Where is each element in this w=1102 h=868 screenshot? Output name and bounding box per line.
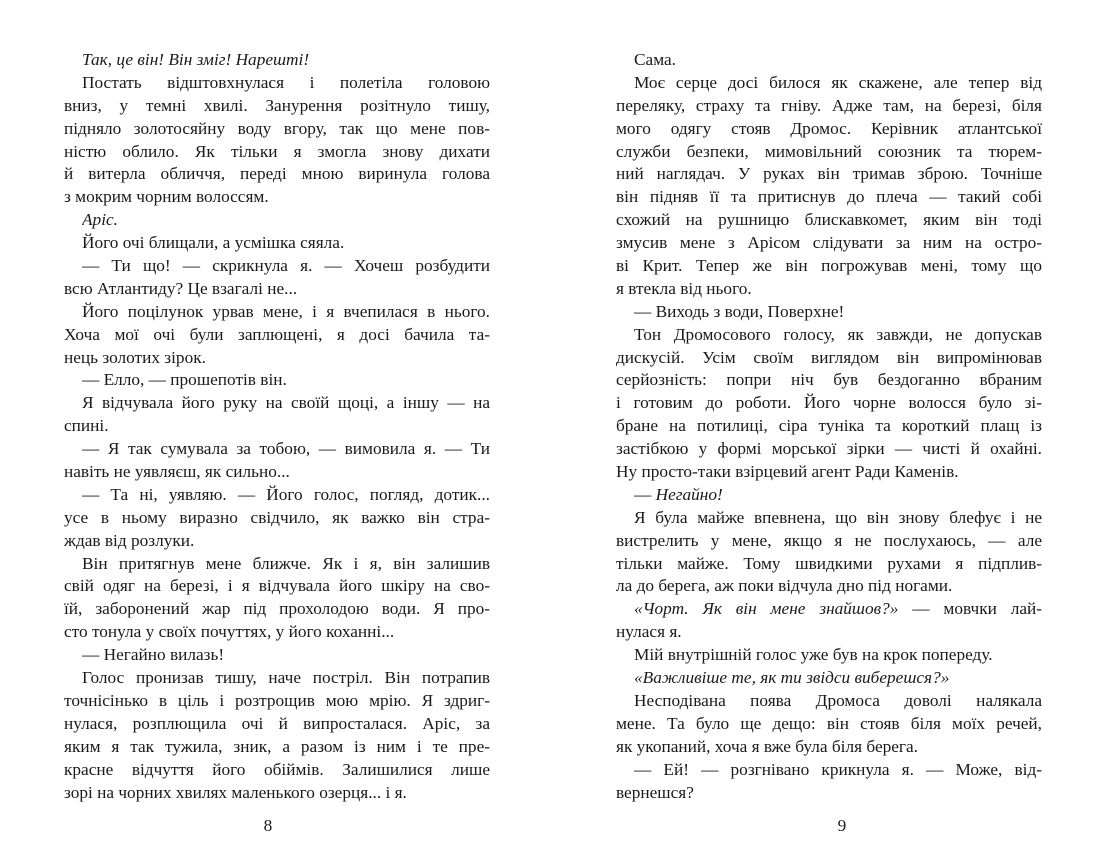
text-line: змусив мене з Арісом слідувати за ним на остро- [616, 233, 1042, 253]
left-page [64, 49, 490, 804]
text-line: «Важливіше те, як ти звідси виберешся?» [634, 668, 950, 688]
text-line: як укопаний, хоча я вже була біля берега. [616, 736, 918, 756]
text-line: й витерла обличчя, переді мною виринула голова [64, 164, 490, 184]
right-page-number: 9 [837, 816, 847, 835]
text-line: з мокрим чорним волоссям. [64, 187, 269, 207]
text-line: ждав від розлуки. [64, 530, 195, 550]
text-line: сто тонула у своїх почуттях, у його коханні... [64, 622, 395, 642]
text-line: нець золотих зірок. [64, 347, 206, 367]
text-line: усе в ньому виразно свідчило, як важко він стра- [64, 507, 490, 527]
text-line: ністю облило. Як тільки я змогла знову дихати [64, 141, 490, 161]
text-line: Сама. [634, 50, 677, 69]
text-line: Голос пронизав тишу, наче постріл. Він потрапив [82, 668, 490, 688]
text-line: — Виходь з води, Поверхне! [634, 301, 845, 321]
text-line: Тон Дромосового голосу, як завжди, не допускав [634, 324, 1042, 344]
text-line: Його очі блищали, а усмішка сяяла. [82, 233, 345, 253]
text-line: зорі на чорних хвилях маленького озерця... і я. [64, 782, 407, 802]
text-line: вниз, у темні хвилі. Занурення розітнуло тишу, [64, 95, 490, 115]
text-line: мого одягу стояв Дромос. Керівник атлантської [616, 118, 1042, 138]
text-line: вернешся? [616, 782, 694, 802]
text-line: служби безпеки, мимовільний союзник та тюрем- [616, 141, 1042, 161]
text-line: Аріс. [82, 210, 118, 230]
left-page-number: 8 [263, 816, 273, 835]
text-line: — Ти що! — скрикнула я. — Хочеш розбудити [82, 256, 490, 276]
text-line: підняло золотосяйну воду вгору, так що мене пов- [64, 118, 490, 138]
text-line: схожий на рушницю блискавкомет, яким він тоді [616, 210, 1042, 230]
text-line: — Елло, — прошепотів він. [82, 370, 287, 390]
text-line: Несподівана поява Дромоса доволі налякала [634, 690, 1042, 710]
text-line: ві Крит. Тепер же він погрожував мені, тому що [616, 256, 1042, 276]
text-line: красне відчуття його обіймів. Залишилися лише [64, 759, 490, 779]
text-line: Постать відштовхнулася і полетіла головою [82, 72, 490, 92]
text-line: Його поцілунок урвав мене, і я вчепилася в нього. [82, 301, 490, 321]
text-line: навіть не уявляєш, як сильно... [64, 462, 290, 482]
text-line: і готовим до роботи. Його чорне волосся було зі- [616, 393, 1042, 413]
text-line: всю Атлантиду? Це взагалі не... [64, 278, 298, 298]
text-line: переляку, страху та гніву. Адже там, на березі, біля [616, 95, 1042, 115]
right-page [616, 49, 1042, 804]
text-line: — Ей! — розгнівано крикнула я. — Може, від- [634, 759, 1042, 779]
text-line: я втекла від нього. [616, 278, 752, 298]
text-line: спині. [64, 416, 109, 436]
text-line: застібкою у формі морської зірки — чисті й охайні. [616, 439, 1042, 459]
text-line: серйозність: попри ніч був бездоганно вбраним [616, 370, 1042, 390]
text-line: Хоча мої очі були заплющені, я досі бачила та- [64, 324, 490, 344]
text-line: Так, це він! Він зміг! Нарешті! [82, 50, 310, 69]
text-line: Я відчувала його руку на своїй щоці, а іншу — на [82, 393, 490, 413]
text-line: тільки майже. Тому швидкими рухами я підплив- [616, 553, 1042, 573]
text-line: нулася я. [616, 622, 682, 642]
text-line: дискусій. Усім своїм виглядом він випромінював [616, 347, 1042, 367]
text-line: ла до берега, аж поки відчула дно під ногами. [616, 576, 953, 596]
text-line: Моє серце досі билося як скажене, але тепер від [634, 72, 1042, 92]
text-line: точнісінько в ціль і розтрощив мою мрію. Я здриг- [64, 690, 490, 710]
text-line: він підняв її та притиснув до плеча — такий собі [616, 187, 1042, 207]
text-line: Я була майже впевнена, що він знову блефує і не [634, 507, 1042, 527]
text-line: вистрелить у мене, якщо я не послухаюсь, — але [616, 530, 1042, 550]
text-line: свій одяг на березі, і я відчувала його шкіру на сво- [64, 576, 490, 596]
text-line: — Я так сумувала за тобою, — вимовила я. — Ти [82, 439, 490, 459]
text-line: ний наглядач. У руках він тримав зброю. Точніше [616, 164, 1042, 184]
text-line: нулася, розплющила очі й випросталася. Аріс, за [64, 713, 490, 733]
text-line: Він притягнув мене ближче. Як і я, він залишив [82, 553, 490, 573]
text-line: бране на потилиці, сіра туніка та короткий плащ із [616, 416, 1042, 436]
text-line: — Негайно вилазь! [82, 645, 225, 665]
text-line: «Чорт. Як він мене знайшов?» — мовчки лай- [634, 599, 1042, 619]
text-line: мене. Та було ще дещо: він стояв біля моїх речей, [616, 713, 1042, 733]
text-line: Мій внутрішній голос уже був на крок попереду. [634, 645, 993, 665]
text-line: — Негайно! [634, 484, 723, 504]
text-line: яким я так тужила, зник, а разом із ним і те пре- [64, 736, 490, 756]
text-line: їй, заборонений жар під прохолодою води. Я про- [64, 599, 490, 619]
text-line: Ну просто-таки взірцевий агент Ради Каменів. [616, 462, 959, 482]
text-line: — Та ні, уявляю. — Його голос, погляд, дотик... [82, 484, 490, 504]
